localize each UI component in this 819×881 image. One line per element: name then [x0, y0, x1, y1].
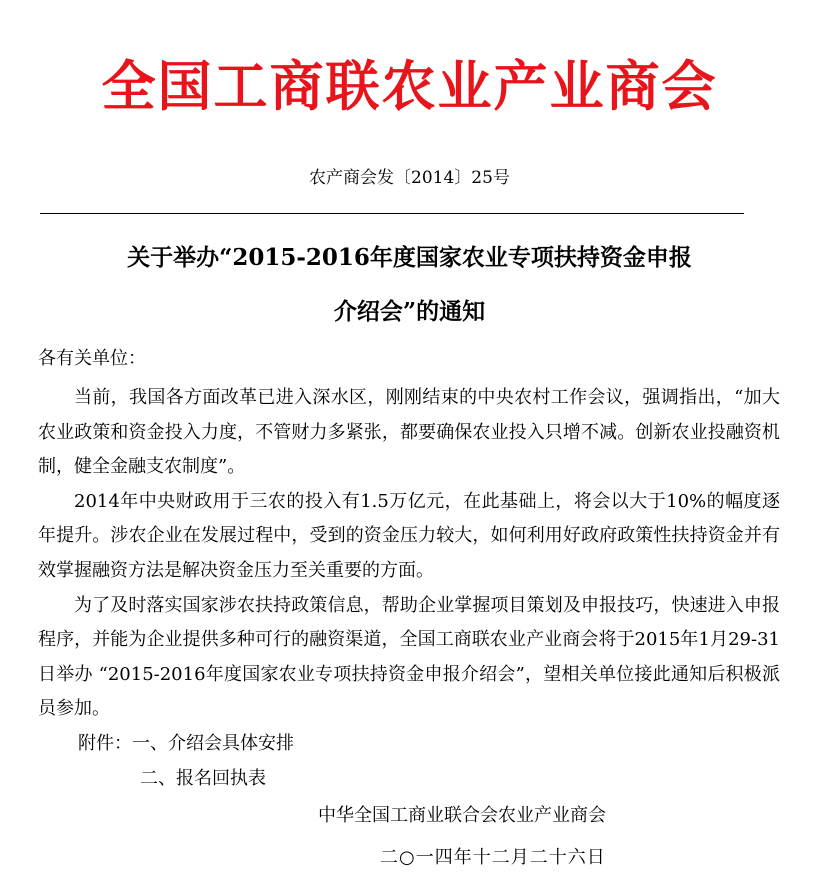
body-paragraph: 为了及时落实国家涉农扶持政策信息，帮助企业掌握项目策划及申报技巧，快速进入申报程序，并能为企业提供多种可行的融资渠道，全国工商联农业产业商会将于2015年1月29-31日举办 “2015-2016年度国家农业专项扶持资金申报介绍会”，望相关单位接此通知后积极派员参加。 — [38, 594, 780, 720]
notice-title-line-1: 关于举办“2015-2016年度国家农业专项扶持资金申报 — [127, 244, 692, 271]
attachment-line-1: 附件：一、介绍会具体安排 — [78, 733, 294, 754]
attachment-line-2: 二、报名回执表 — [140, 768, 266, 789]
org-masthead: 全国工商联农业产业商会 — [101, 55, 718, 118]
body-paragraph: 2014年中央财政用于三农的投入有1.5万亿元，在此基础上，将会以大于10%的幅度逐年提升。涉农企业在发展过程中，受到的资金压力较大，如何利用好政府政策性扶持资金并有效掌握融资方法是解决资金压力至关重要的方面。 — [38, 490, 780, 581]
salutation: 各有关单位： — [38, 348, 146, 369]
notice-title-line-2: 介绍会”的通知 — [333, 298, 486, 325]
issue-date: 二○一四年十二月二十六日 — [380, 847, 606, 868]
document-number: 农产商会发〔2014〕25号 — [309, 168, 510, 188]
notice-body — [38, 381, 780, 727]
signature-organization: 中华全国工商业联合会农业产业商会 — [318, 805, 606, 826]
header-divider — [40, 213, 744, 214]
body-paragraph: 当前，我国各方面改革已进入深水区，刚刚结束的中央农村工作会议，强调指出，“加大农业政策和资金投入力度，不管财力多紧张，都要确保农业投入只增不减。创新农业投融资机制，健全金融支农制度”。 — [38, 387, 780, 478]
